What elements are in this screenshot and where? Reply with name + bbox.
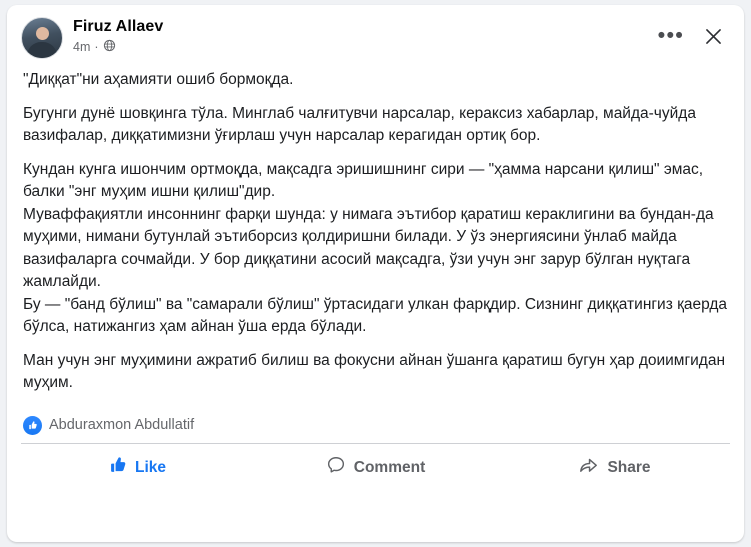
globe-icon[interactable]	[103, 39, 116, 56]
post-paragraph: Бу — "банд бўлиш" ва "самарали бўлиш" ўртасидаги улкан фарқдир. Сизнинг диққатингиз қаерда бўлса, натижангиз ҳам айнан ўша ерда бўлади.	[23, 295, 728, 335]
post-text	[7, 63, 744, 395]
post-meta	[73, 39, 654, 56]
meta-separator: ·	[94, 40, 99, 54]
comment-button[interactable]	[256, 449, 495, 487]
post-action-bar	[7, 444, 744, 495]
like-reaction-icon	[23, 416, 42, 435]
reactions-row[interactable]	[7, 406, 744, 443]
post-header	[7, 5, 744, 63]
comment-bubble-icon	[326, 455, 346, 480]
avatar[interactable]	[21, 17, 63, 59]
share-button[interactable]	[495, 449, 734, 487]
thumbs-up-icon	[107, 455, 127, 480]
post-card	[7, 5, 744, 542]
like-button[interactable]	[17, 449, 256, 487]
post-paragraph: Муваффақиятли инсоннинг фарқи шунда: у нимага эътибор қаратиш кераклигини ва бундан-да муҳими, нимани бутунлай эътиборсиз қолдиришни билади. У ўз энергиясини ўнлаб майда вазифаларга сочмайди. У бор диққатини асосий мақсадга, ўзи учун энг зарур бўлган нуқтага жамлайди.	[23, 205, 714, 290]
post-header-actions	[654, 19, 730, 53]
post-timestamp[interactable]: 4m	[73, 40, 91, 54]
close-icon[interactable]	[696, 19, 730, 53]
post-paragraph: Бугунги дунё шовқинга тўла. Минглаб чалғитувчи нарсалар, кераксиз хабарлар, майда-чуйда вазифалар, диққатимизни ўғирлаш учун нарсалар керагидан ортиқ бор.	[23, 104, 696, 144]
share-button-label: Share	[607, 458, 651, 476]
share-arrow-icon	[578, 455, 599, 481]
like-button-label: Like	[134, 458, 166, 476]
post-paragraph: Ман учун энг муҳимини ажратиб билиш ва фокусни айнан ўшанга қаратиш бугун ҳар доиимгидан муҳим.	[23, 351, 726, 391]
author-name[interactable]: Firuz Allaev	[73, 18, 164, 35]
comment-button-label: Comment	[353, 458, 426, 476]
post-paragraph: Кундан кунга ишончим ортмоқда, мақсадга эришишнинг сири — "ҳамма нарсани қилиш" эмас, балки "энг муҳим ишни қилиш"дир.	[23, 160, 704, 200]
ellipsis-icon[interactable]	[654, 19, 688, 53]
post-paragraph: "Диққат"ни аҳамияти ошиб бормоқда.	[23, 71, 294, 88]
reaction-names[interactable]: Abduraxmon Abdullatif	[49, 417, 195, 433]
post-author-block	[73, 17, 654, 56]
ellipsis-glyph: •••	[657, 24, 685, 47]
